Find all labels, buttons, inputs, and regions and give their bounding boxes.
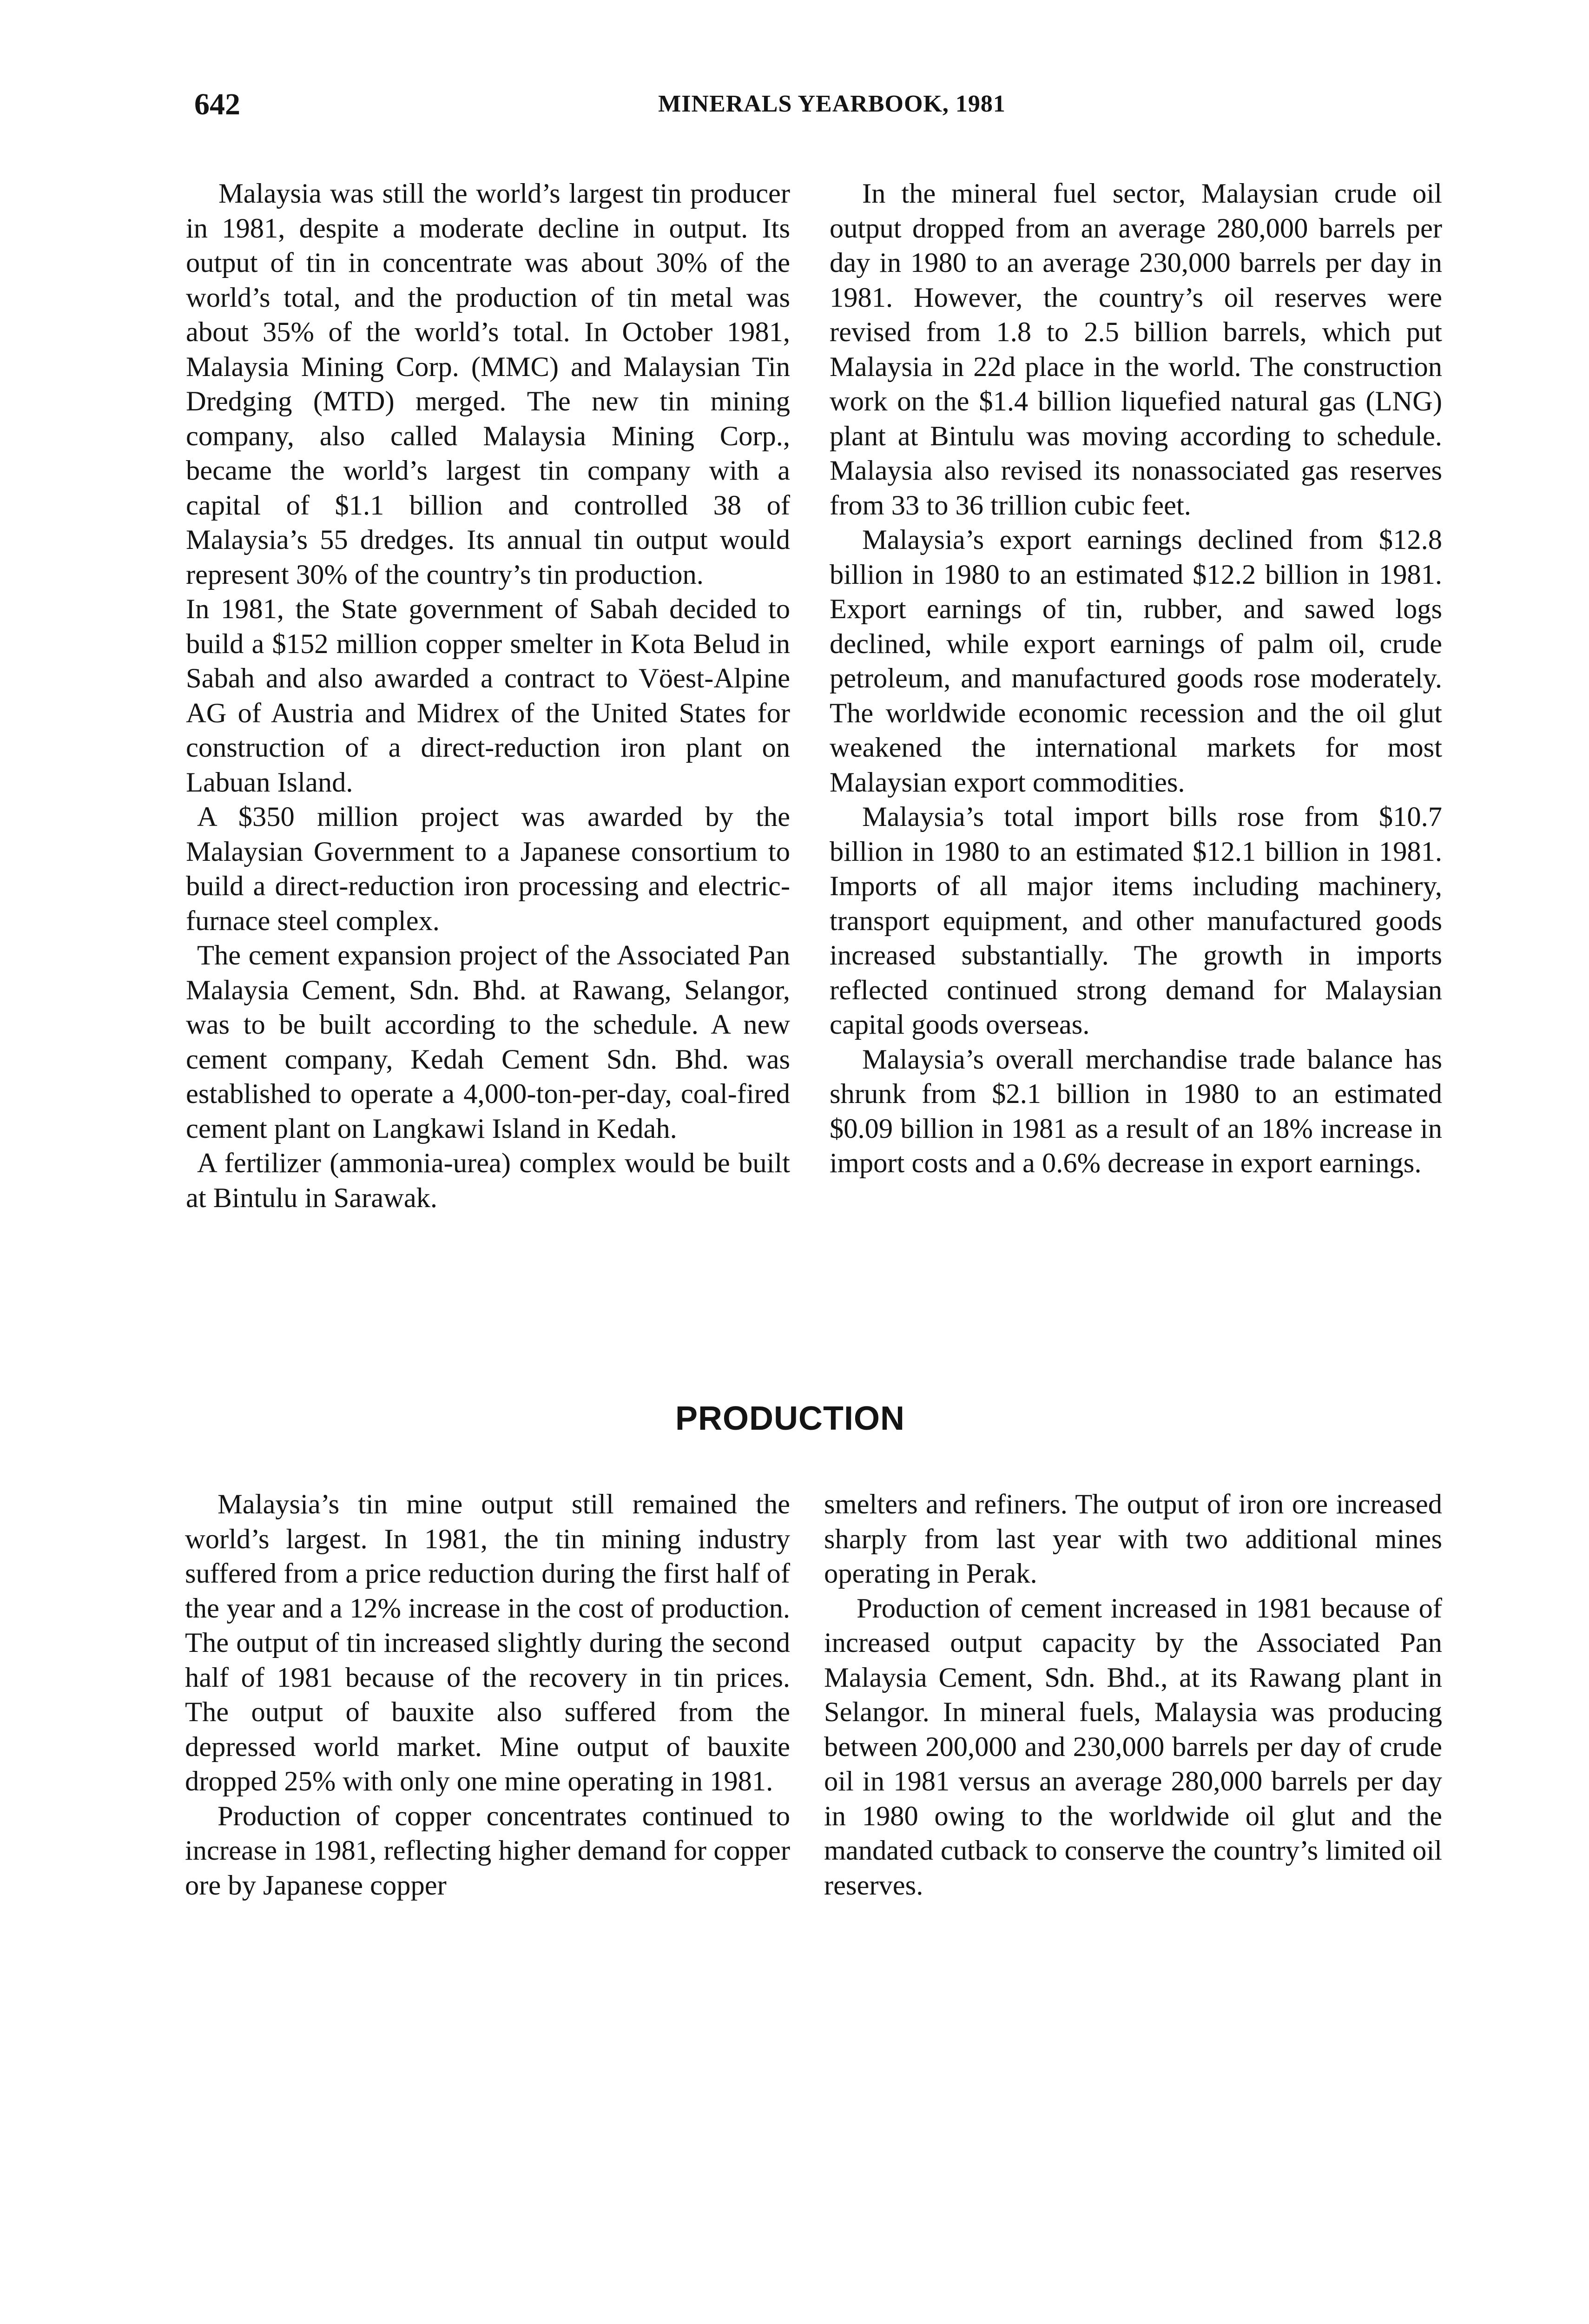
running-title: MINERALS YEARBOOK, 1981 bbox=[658, 91, 1006, 117]
paragraph: Malaysia’s overall merchandise trade balance has shrunk from $2.1 billion in 1980 to an estimated $0.09 billion in 1981 as a result of an 18% increase in import costs and a 0.6% decrease in export earnings. bbox=[830, 1043, 1442, 1179]
section-heading: PRODUCTION bbox=[675, 1400, 905, 1437]
production-right-column bbox=[824, 1487, 1442, 1903]
paragraph: The cement expansion project of the Associated Pan Malaysia Cement, Sdn. Bhd. at Rawang, Selangor, was to be built according to the schedule. A new cement company, Kedah Cement Sdn. Bhd. was established to operate a 4,000-ton-per-day, coal-fired cement plant on Langkawi Island in Kedah. bbox=[186, 940, 790, 1144]
paragraph: smelters and refiners. The output of iron ore increased sharply from last year with two additional mines operating in Perak. bbox=[824, 1489, 1442, 1589]
paragraph: In 1981, the State government of Sabah decided to build a $152 million copper smelter in Kota Belud in Sabah and also awarded a contract to Vöest-Alpine AG of Austria and Midrex of the United States for construction of a direct-reduction iron plant on Labuan Island. bbox=[186, 594, 790, 798]
paragraph: Malaysia’s export earnings declined from $12.8 billion in 1980 to an estimated $12.2 billion in 1981. Export earnings of tin, rubber, and sawed logs declined, while export earnings of palm oil, crude petroleum, and manufactured goods rose moderately. The worldwide economic recession and the oil glut weakened the international markets for most Malaysian export commodities. bbox=[830, 524, 1442, 798]
paragraph: Malaysia’s total import bills rose from $10.7 billion in 1980 to an estimated $12.1 billion in 1981. Imports of all major items including machinery, transport equipment, and other manufactured goods increased substantially. The growth in imports reflected continued strong demand for Malaysian capital goods overseas. bbox=[830, 801, 1442, 1040]
top-right-column bbox=[830, 177, 1442, 1181]
production-left-column bbox=[185, 1487, 790, 1903]
paragraph: Malaysia’s tin mine output still remained the world’s largest. In 1981, the tin mining industry suffered from a price reduction during the first half of the year and a 12% increase in the cost of production. The output of tin increased slightly during the second half of 1981 because of the recovery in tin prices. The output of bauxite also suffered from the depressed world market. Mine output of bauxite dropped 25% with only one mine operating in 1981. bbox=[185, 1489, 790, 1797]
paragraph: In the mineral fuel sector, Malaysian crude oil output dropped from an average 280,000 barrels per day in 1980 to an average 230,000 barrels per day in 1981. However, the country’s oil reserves were revised from 1.8 to 2.5 billion barrels, which put Malaysia in 22d place in the world. The construction work on the $1.4 billion liquefied natural gas (LNG) plant at Bintulu was moving according to schedule. Malaysia also revised its nonassociated gas reserves from 33 to 36 trillion cubic feet. bbox=[830, 178, 1442, 521]
page-number: 642 bbox=[194, 87, 240, 121]
paragraph: Production of copper concentrates continued to increase in 1981, reflecting higher demand for copper ore by Japanese copper bbox=[185, 1800, 790, 1901]
paragraph: A fertilizer (ammonia-urea) complex would be built at Bintulu in Sarawak. bbox=[186, 1148, 790, 1214]
paragraph: Production of cement increased in 1981 because of increased output capacity by the Associated Pan Malaysia Cement, Sdn. Bhd., at its Rawang plant in Selangor. In mineral fuels, Malaysia was producing between 200,000 and 230,000 barrels per day of crude oil in 1981 versus an average 280,000 barrels per day in 1980 owing to the worldwide oil glut and the mandated cutback to conserve the country’s limited oil reserves. bbox=[824, 1592, 1442, 1901]
paragraph: Malaysia was still the world’s largest tin producer in 1981, despite a moderate decline in output. Its output of tin in concentrate was about 30% of the world’s total, and the production of tin metal was about 35% of the world’s total. In October 1981, Malaysia Mining Corp. (MMC) and Malaysian Tin Dredging (MTD) merged. The new tin mining company, also called Malaysia Mining Corp., became the world’s largest tin company with a capital of $1.1 billion and controlled 38 of Malaysia’s 55 dredges. Its annual tin output would represent 30% of the country’s tin production. bbox=[186, 178, 790, 590]
paragraph: A $350 million project was awarded by the Malaysian Government to a Japanese consortium to build a direct-reduction iron processing and electric-furnace steel complex. bbox=[186, 801, 790, 937]
top-left-column bbox=[186, 177, 790, 1215]
